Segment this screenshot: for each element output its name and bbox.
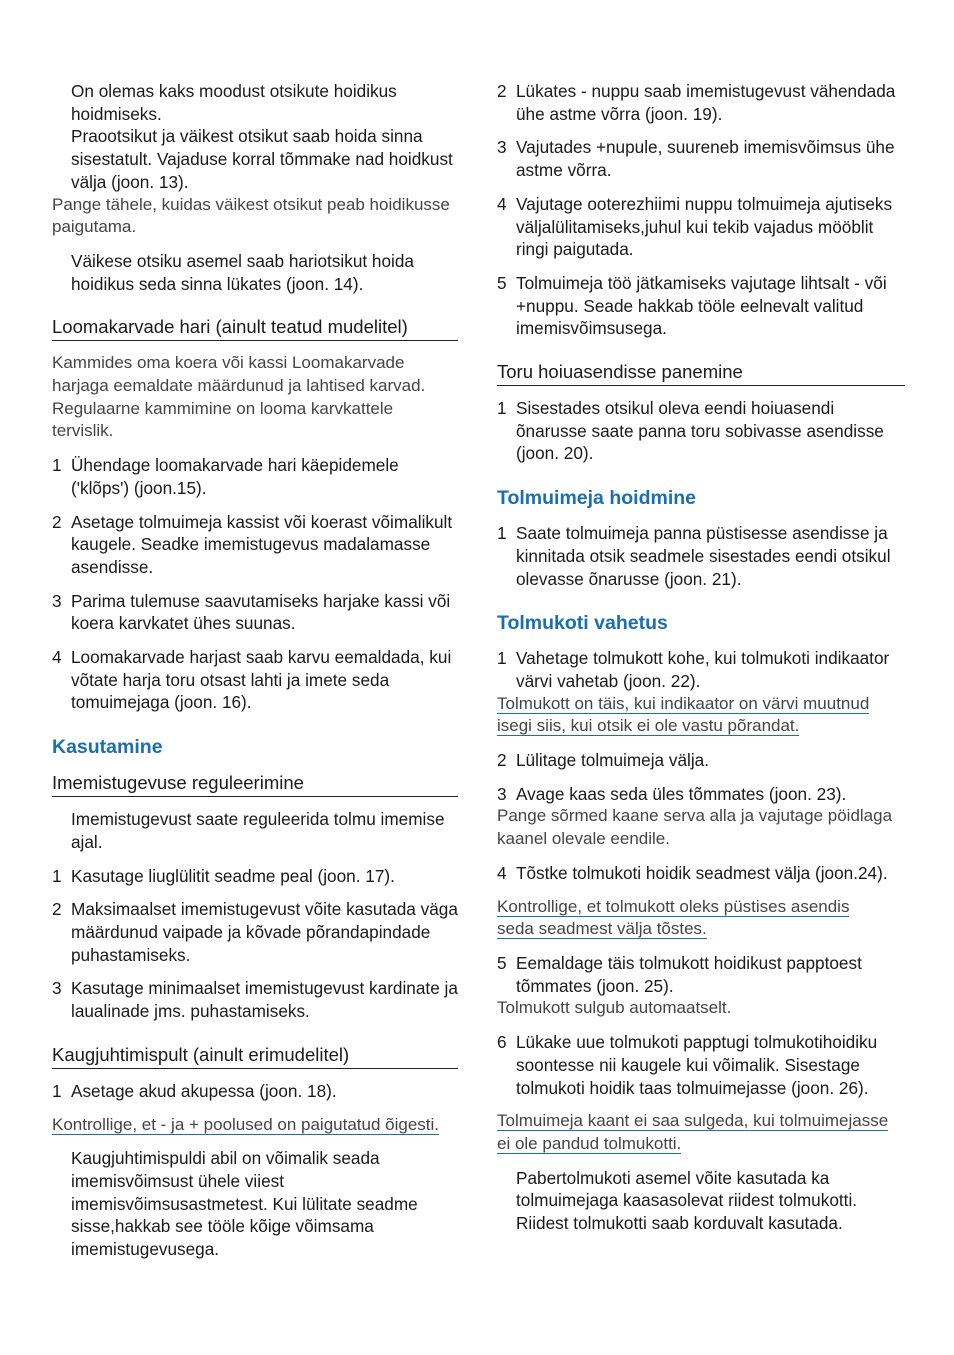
remote-paragraph: Kaugjuhtimispuldi abil on võimalik seada imemisvõimsust ühele viiest imemisvõimsusastmetest. Kui lülitate seadme sisse,hakkab see tööle kõige võimsama imemistugevusega. bbox=[71, 1148, 418, 1260]
intro-paragraph-1: On olemas kaks moodust otsikute hoidikus hoidmiseks. bbox=[71, 81, 397, 124]
list-item: 4 Loomakarvade harjast saab karvu eemaldada, kui võtate harja toru otsast lahti ja imete seda tomuimejaga (joon. 16). bbox=[52, 647, 452, 713]
bag-warning-3: Tolmuimeja kaant ei saa sulgeda, kui tolmuimejasse ei ole pandud tolmukotti. bbox=[497, 1111, 889, 1153]
list-item: 1 Sisestades otsikul oleva eendi hoiuasendi õnarusse saate panna toru sobivasse asendisse (joon. 20). bbox=[497, 398, 884, 464]
remote-warning: Kontrollige, et - ja + poolused on paigutatud õigesti. bbox=[52, 1114, 440, 1134]
list-item: 5 Eemaldage täis tolmukott hoidikust papptoest tõmmates (joon. 25). bbox=[497, 952, 862, 996]
list-item: 2 Lülitage tolmuimeja välja. bbox=[497, 750, 709, 771]
tube-storage-heading: Toru hoiuasendisse panemine bbox=[497, 360, 905, 386]
list-item: 4 Tõstke tolmukoti hoidik seadmest välja (joon.24). bbox=[497, 862, 888, 883]
bag-note-5: Tolmukott sulgub automaatselt. bbox=[497, 998, 732, 1018]
list-item: 1 Saate tolmuimeja panna püstisesse asendisse ja kinnitada otsik seadmele sisestades eendi otsikul olevasse õnarusse (joon. 21). bbox=[497, 523, 891, 589]
pet-brush-heading: Loomakarvade hari (ainult teatud mudelitel) bbox=[52, 315, 458, 341]
storage-section-heading: Tolmuimeja hoidmine bbox=[497, 487, 696, 510]
bag-final-paragraph: Pabertolmukoti asemel võite kasutada ka tolmuimejaga kaasasolevat riidest tolmukotti. Riidest tolmukotti saab korduvalt kasutada. bbox=[516, 1167, 858, 1234]
intro-paragraph-2: Praootsikut ja väikest otsikut saab hoida sinna sisestatult. Vajaduse korral tõmmake nad hoidkust välja (joon. 13). bbox=[71, 126, 453, 192]
bag-warning-2: Kontrollige, et tolmukott oleks püstises asendis seda seadmest välja tõstes. bbox=[497, 896, 850, 939]
left-column bbox=[52, 80, 458, 1261]
list-item: 1 Ühendage loomakarvade hari käepidemele ('klõps') (joon.15). bbox=[52, 455, 399, 498]
intro-note: Pange tähele, kuidas väikest otsikut peab hoidikusse paigutama. bbox=[52, 194, 450, 237]
pet-brush-note: Kammides oma koera või kassi Loomakarvade harjaga eemaldate määrdunud ja lahtised karvad. Regulaarne kammimine on looma karvkattele tervislik. bbox=[52, 353, 426, 441]
suction-intro: Imemistugevust saate reguleerida tolmu imemise ajal. bbox=[71, 809, 445, 852]
bag-warning-1: Tolmukott on täis, kui indikaator on värvi muutnud isegi siis, kui otsik ei ole vastu põrandat. bbox=[497, 693, 870, 736]
remote-heading: Kaugjuhtimispult (ainult erimudelitel) bbox=[52, 1043, 458, 1069]
list-item: 5 Tolmuimeja töö jätkamiseks vajutage lihtsalt - või +nuppu. Seade hakkab tööle eelnevalt valitud imemisvõimsusega. bbox=[497, 272, 887, 339]
suction-heading: Imemistugevuse reguleerimine bbox=[52, 771, 458, 797]
list-item: 3 Avage kaas seda üles tõmmates (joon. 23). bbox=[497, 783, 847, 804]
list-item: 1 Vahetage tolmukott kohe, kui tolmukoti indikaator värvi vahetab (joon. 22). bbox=[497, 648, 890, 691]
intro-paragraph-3: Väikese otsiku asemel saab hariotsikut hoida hoidikus seda sinna lükates (joon. 14). bbox=[71, 250, 414, 294]
list-item: 2 Asetage tolmuimeja kassist või koerast võimalikult kaugele. Seadke imemistugevus madalamasse asendisse. bbox=[52, 511, 453, 577]
bag-section-heading: Tolmukoti vahetus bbox=[497, 612, 668, 635]
list-item: 1 Asetage akud akupessa (joon. 18). bbox=[52, 1080, 337, 1101]
right-column bbox=[497, 80, 905, 1235]
list-item: 3 Vajutades +nupule, suureneb imemisvõimsus ühe astme võrra. bbox=[497, 137, 895, 181]
list-item: 6 Lükake uue tolmukoti papptugi tolmukotihoidiku soontesse nii kaugele kui võimalik. Sisestage tolmukoti hoidik taas tolmuimejasse (joon. 26). bbox=[497, 1032, 878, 1098]
list-item: 4 Vajutage ooterezhiimi nuppu tolmuimeja ajutiseks väljalülitamiseks,juhul kui tekib vajadus mööblit ringi paigutada. bbox=[497, 193, 893, 260]
usage-section-heading: Kasutamine bbox=[52, 736, 163, 759]
list-item: 2 Maksimaalset imemistugevust võite kasutada väga määrdunud vaipade ja kõvade põrandapindade puhastamiseks. bbox=[52, 899, 458, 965]
list-item: 2 Lükates - nuppu saab imemistugevust vähendada ühe astme võrra (joon. 19). bbox=[497, 81, 896, 124]
list-item: 1 Kasutage liuglülitit seadme peal (joon. 17). bbox=[52, 865, 395, 886]
list-item: 3 Kasutage minimaalset imemistugevust kardinate ja laualinade jms. puhastamiseks. bbox=[52, 978, 458, 1022]
bag-note-3: Pange sõrmed kaane serva alla ja vajutage pöidlaga kaanel olevale eendile. bbox=[497, 806, 893, 849]
list-item: 3 Parima tulemuse saavutamiseks harjake kassi või koera karvkatet ühes suunas. bbox=[52, 590, 451, 634]
